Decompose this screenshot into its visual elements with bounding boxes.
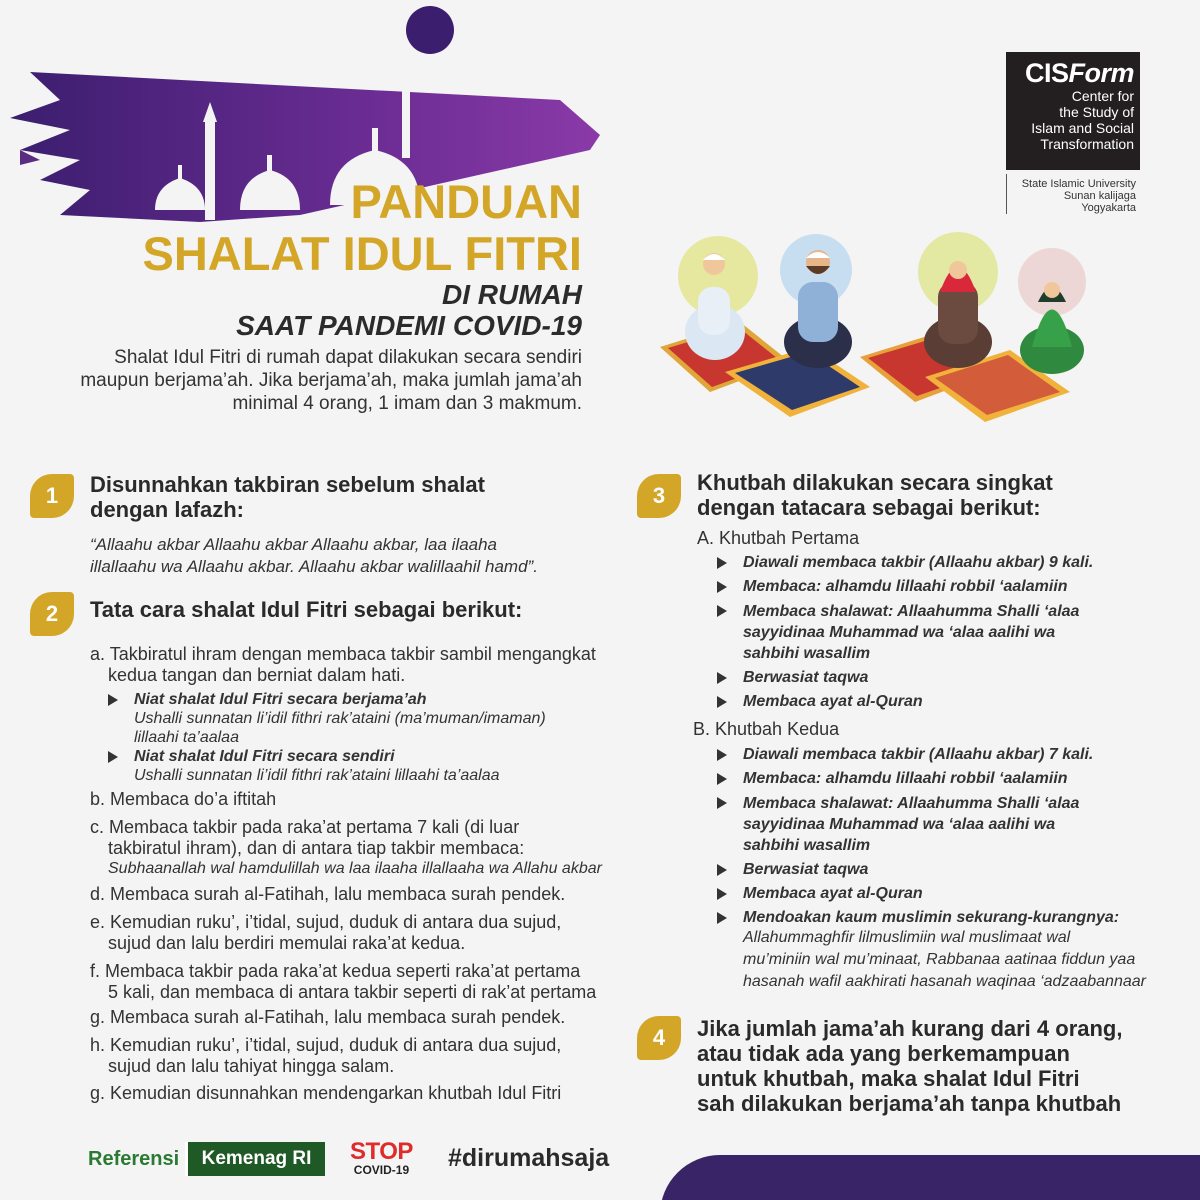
kp-item-3-line-2: sayyidinaa Muhammad wa ‘alaa aalihi wa — [743, 624, 1056, 641]
kp-item-5: Membaca ayat al-Quran — [713, 692, 1177, 711]
section-2-number: 2 — [30, 592, 74, 636]
kp-item-3-line-3: sahbihi wasallim — [743, 645, 871, 662]
step-f-line-1: f. Membaca takbir pada raka’at kedua seperti raka’at pertama — [90, 961, 581, 981]
section-3-heading — [697, 470, 1053, 520]
section-1-heading-line-1: Disunnahkan takbiran sebelum shalat — [90, 472, 485, 497]
step-g: g. Membaca surah al-Fatihah, lalu membaca surah pendek. — [90, 1007, 566, 1027]
logo-line-4: Transformation — [1040, 136, 1134, 152]
kk-item-3: Membaca shalawat: Allaahumma Shalli ‘alaa — [713, 793, 1177, 814]
kk-item-3-line-2: sayyidinaa Muhammad wa ‘alaa aalihi wa — [743, 816, 1056, 833]
lafazh-line-2: illallaahu wa Allaahu akbar. Allaahu akbar walillaahil hamd”. — [90, 557, 538, 576]
niat-sendiri-text: Ushalli sunnatan li’idil fithri rak’ataini lillaahi ta’aalaa — [134, 767, 500, 784]
khutbah-pertama-label: A. Khutbah Pertama — [697, 528, 860, 548]
praying-people-illustration — [640, 232, 1140, 422]
kk-item-2: Membaca: alhamdu lillaahi robbil ‘aalamiin — [713, 769, 1177, 788]
section-1-heading-line-2: dengan lafazh: — [90, 497, 245, 522]
niat-berjamaah-text-1: Ushalli sunnatan li’idil fithri rak’ataini (ma’muman/imaman) — [134, 710, 546, 727]
footer-hashtag: #dirumahsaja — [448, 1144, 610, 1172]
step-c-dzikir: Subhaanallah wal hamdulillah wa laa ilaaha illallaaha wa Allahu akbar — [108, 860, 602, 877]
logo-uni-1: State Islamic University — [1021, 178, 1136, 190]
step-f-line-2: 5 kali, dan membaca di antara takbir seperti di rak’at pertama — [108, 982, 597, 1002]
section-3-number: 3 — [637, 474, 681, 518]
title-di-rumah: DI RUMAH — [442, 279, 582, 310]
kk-item-4: Berwasiat taqwa — [713, 860, 1177, 879]
niat-berjamaah-text-2: lillaahi ta’aalaa — [134, 729, 239, 746]
kk-item-6: Mendoakan kaum muslimin sekurang-kurangnya: — [713, 908, 1177, 927]
footer-referensi: Referensi — [88, 1148, 180, 1170]
step-e-line-2: sujud dan lalu berdiri memulai raka’at kedua. — [108, 933, 466, 953]
section-3-khutbah — [693, 528, 1177, 993]
cisform-logo — [1006, 52, 1140, 212]
kk-item-5: Membaca ayat al-Quran — [713, 884, 1177, 903]
logo-uni-3: Yogyakarta — [1081, 202, 1136, 214]
section-1-heading — [90, 472, 485, 522]
stop-covid-logo — [350, 1138, 413, 1179]
step-h-line-2: sujud dan lalu tahiyat hingga salam. — [108, 1056, 395, 1076]
niat-berjamaah-title: Niat shalat Idul Fitri secara berjama’ah — [104, 690, 640, 709]
step-d: d. Membaca surah al-Fatihah, lalu membaca surah pendek. — [90, 884, 566, 904]
footer-kemenag-badge: Kemenag RI — [185, 1142, 325, 1176]
kp-item-3: Membaca shalawat: Allaahumma Shalli ‘alaa — [713, 601, 1177, 622]
section-2-heading: Tata cara shalat Idul Fitri sebagai berikut: — [90, 597, 523, 622]
step-h-line-1: h. Kemudian ruku’, i’tidal, sujud, duduk di antara dua sujud, — [90, 1035, 562, 1055]
logo-uni-2: Sunan kalijaga — [1063, 190, 1136, 202]
halo-circles — [678, 232, 1086, 316]
section-4-text — [697, 1016, 1122, 1116]
kk-item-3-line-3: sahbihi wasallim — [743, 837, 871, 854]
doa-line-1: Allahummaghfir lilmuslimiin wal muslimaat wal — [743, 929, 1071, 946]
kp-item-4: Berwasiat taqwa — [713, 668, 1177, 687]
section-1-lafazh — [90, 534, 538, 578]
step-e-line-1: e. Kemudian ruku’, i’tidal, sujud, duduk di antara dua sujud, — [90, 912, 562, 932]
logo-brand-main: CIS — [1024, 58, 1069, 88]
lafazh-line-1: “Allaahu akbar Allaahu akbar Allaahu akbar, laa ilaaha — [90, 535, 498, 554]
logo-line-2: the Study of — [1059, 104, 1134, 120]
section-4-line-4: sah dilakukan berjama’ah tanpa khutbah — [697, 1091, 1122, 1116]
title-panduan: PANDUAN — [350, 175, 582, 228]
intro-line-1: Shalat Idul Fitri di rumah dapat dilakukan secara sendiri — [114, 347, 582, 368]
section-4-line-3: untuk khutbah, maka shalat Idul Fitri — [697, 1066, 1080, 1091]
kp-item-1: Diawali membaca takbir (Allaahu akbar) 9 kali. — [713, 553, 1177, 572]
section-4-number: 4 — [637, 1016, 681, 1060]
section-3-heading-line-1: Khutbah dilakukan secara singkat — [697, 470, 1053, 495]
title-shalat-idul-fitri: SHALAT IDUL FITRI — [142, 227, 582, 280]
section-4-line-2: atau tidak ada yang berkemampuan — [697, 1041, 1070, 1066]
intro-line-3: minimal 4 orang, 1 imam dan 3 makmum. — [232, 393, 582, 414]
title-pandemi: SAAT PANDEMI COVID-19 — [236, 310, 582, 341]
logo-line-1: Center for — [1071, 88, 1134, 104]
footer-purple-bar — [660, 1155, 1200, 1200]
step-c-line-2: takbiratul ihram), dan di antara tiap takbir membaca: — [108, 838, 525, 858]
doa-line-3: hasanah wafil aakhirati hasanah waqinaa ‘adzaabannaar — [743, 973, 1146, 990]
covid-text: COVID-19 — [353, 1163, 410, 1177]
step-a-line-1: a. Takbiratul ihram dengan membaca takbir sambil mengangkat — [90, 644, 596, 664]
step-c-line-1: c. Membaca takbir pada raka’at pertama 7 kali (di luar — [90, 817, 520, 837]
doa-line-2: mu’miniin wal mu’minaat, Rabbanaa aatinaa fiddun yaa — [743, 951, 1136, 968]
kk-item-1: Diawali membaca takbir (Allaahu akbar) 7 kali. — [713, 745, 1177, 764]
step-a-line-2: kedua tangan dan berniat dalam hati. — [108, 665, 406, 685]
section-2-steps — [90, 644, 640, 1104]
stop-text: STOP — [350, 1138, 413, 1165]
step-b: b. Membaca do’a iftitah — [90, 789, 277, 809]
niat-sendiri-title: Niat shalat Idul Fitri secara sendiri — [104, 747, 640, 766]
section-1-number: 1 — [30, 474, 74, 518]
logo-line-3: Islam and Social — [1031, 120, 1134, 136]
section-4-line-1: Jika jumlah jama’ah kurang dari 4 orang, — [697, 1016, 1123, 1041]
logo-brand-italic: Form — [1068, 58, 1134, 88]
intro-line-2: maupun berjama’ah. Jika berjama’ah, maka jumlah jama’ah — [80, 370, 582, 391]
section-3-heading-line-2: dengan tatacara sebagai berikut: — [697, 495, 1041, 520]
kp-item-2: Membaca: alhamdu lillaahi robbil ‘aalamiin — [713, 577, 1177, 596]
khutbah-kedua-label: B. Khutbah Kedua — [693, 719, 840, 739]
intro-paragraph — [62, 346, 582, 415]
step-g-khutbah: g. Kemudian disunnahkan mendengarkan khutbah Idul Fitri — [90, 1083, 562, 1103]
